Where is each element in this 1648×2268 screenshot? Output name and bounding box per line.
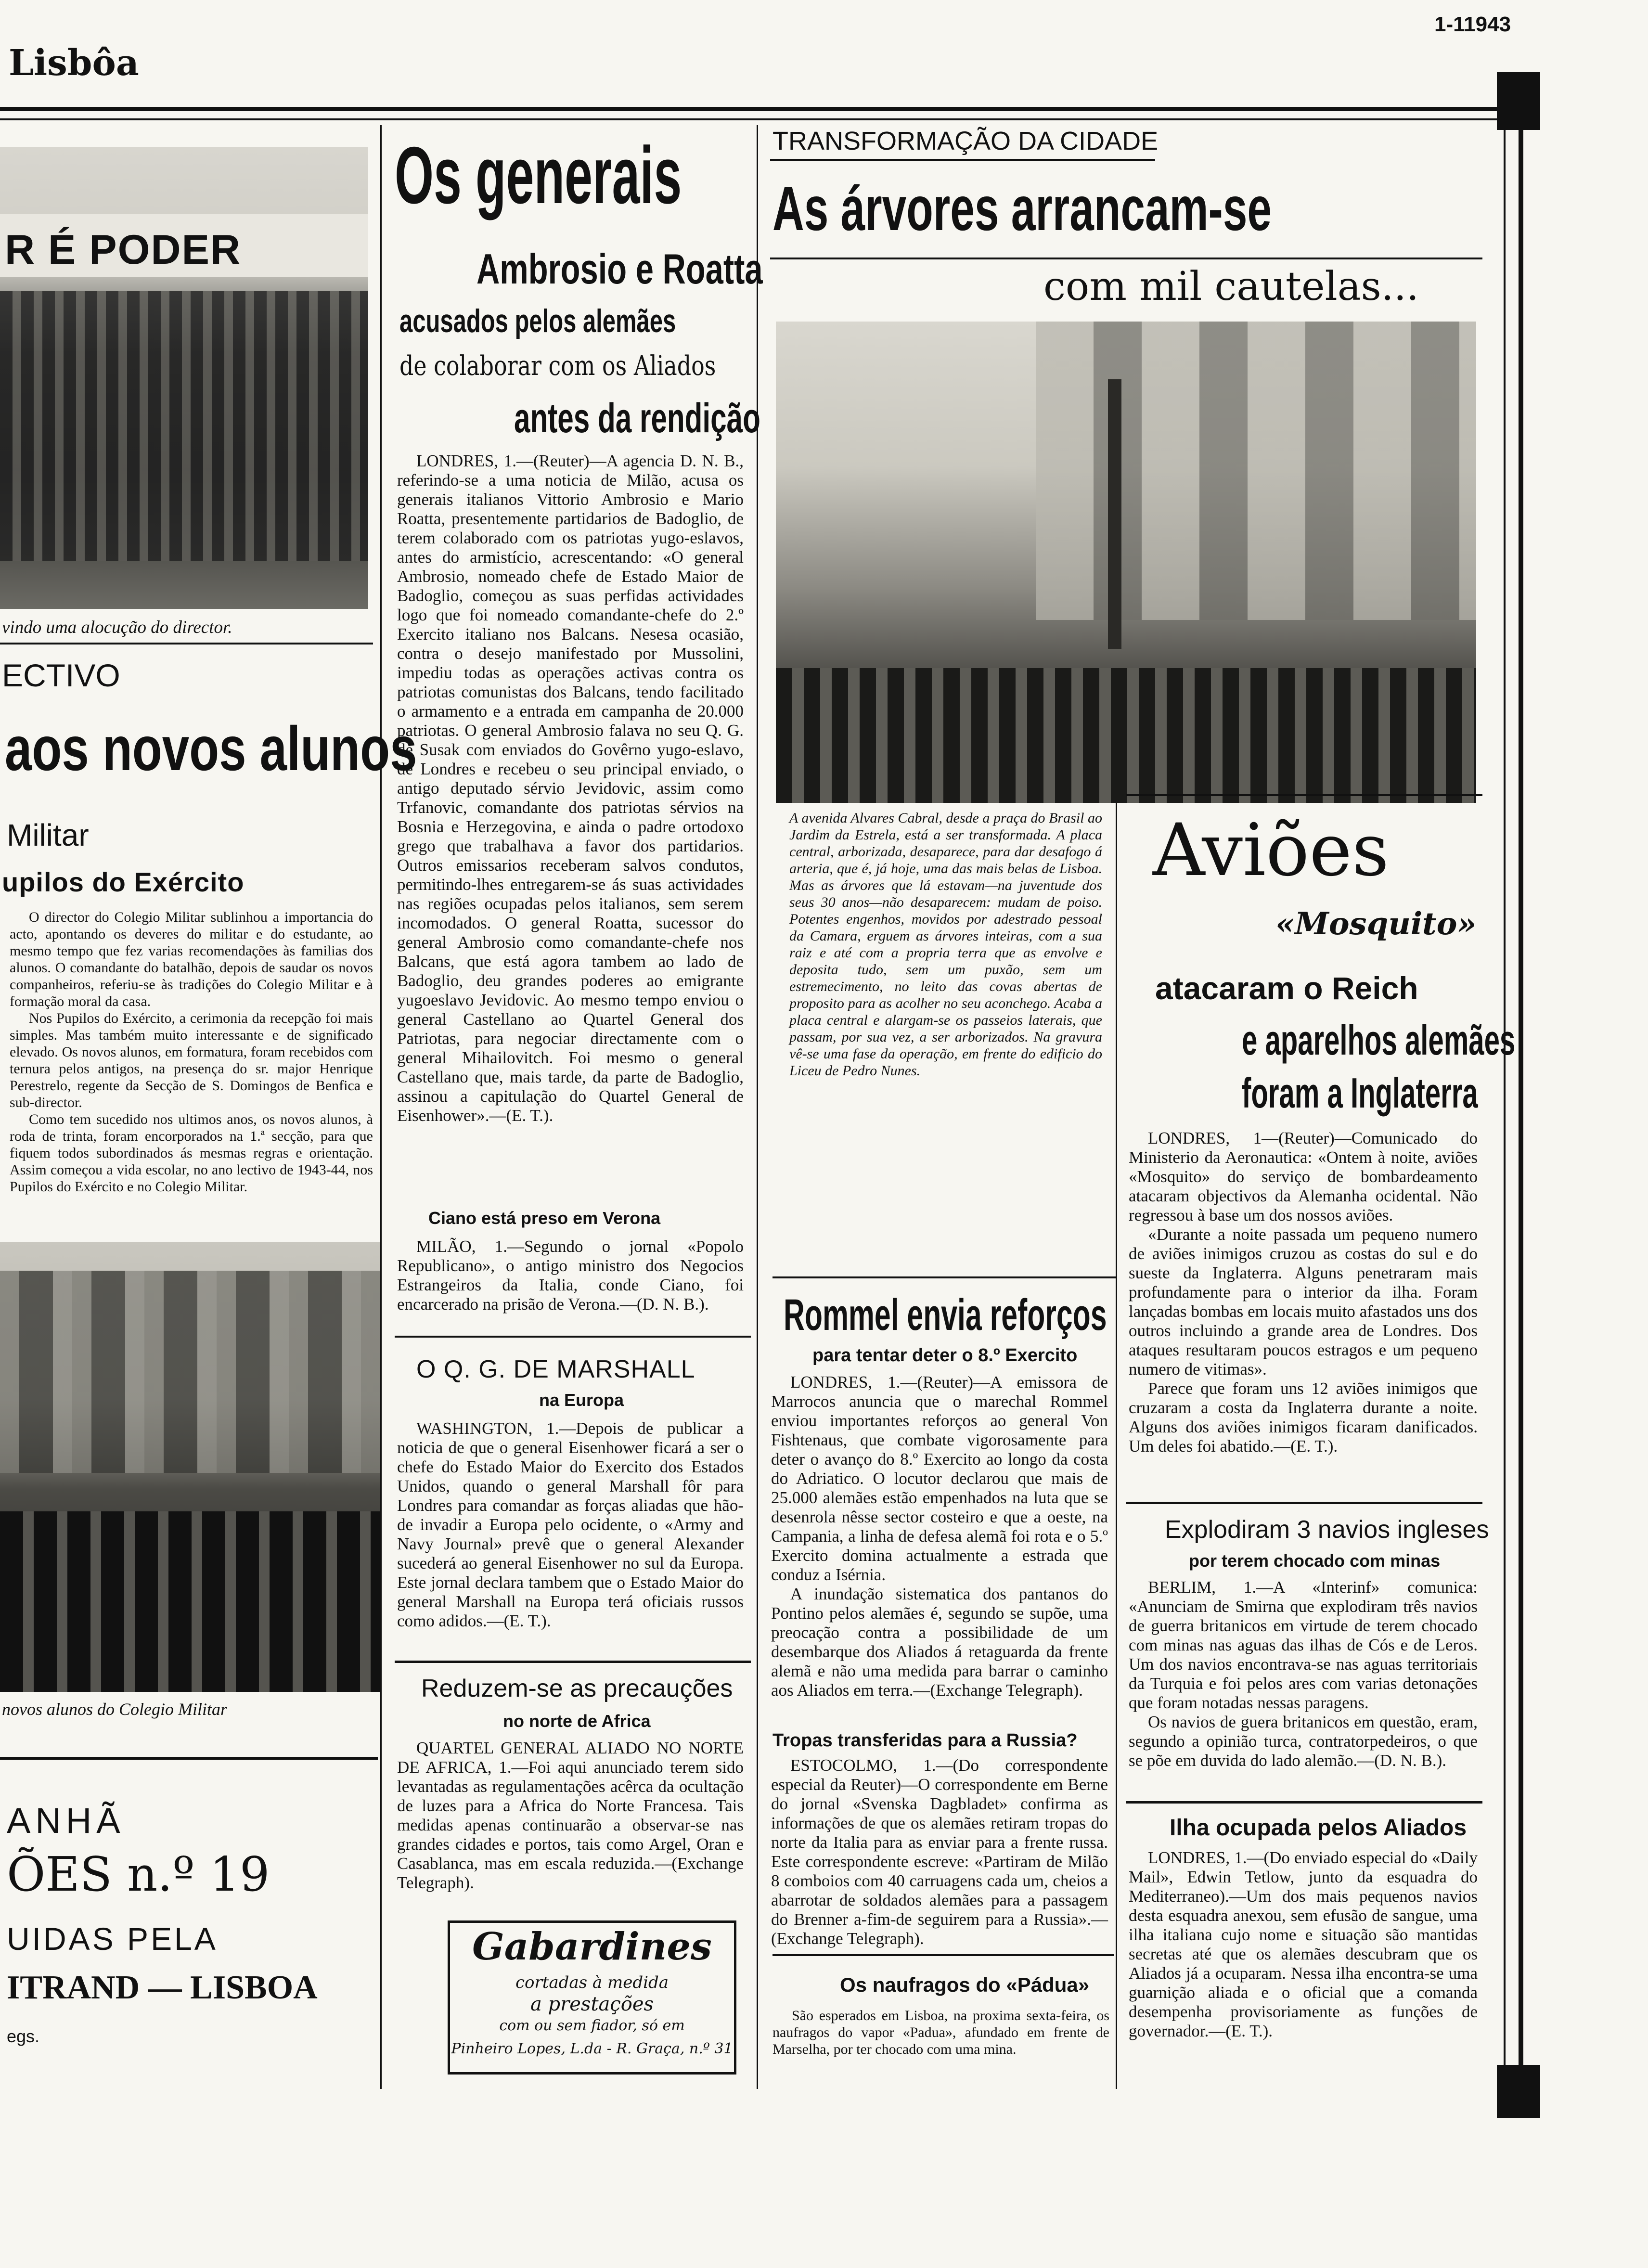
- photo-cadets: [0, 1242, 380, 1692]
- article-body: [772, 2007, 1109, 2058]
- headline-inglaterra: foram a Inglaterra: [1242, 1069, 1478, 1117]
- column-rule: [1116, 794, 1117, 2089]
- subhead-reduzem: Reduzem-se as precauções: [421, 1675, 733, 1702]
- building-facade: [1036, 322, 1476, 620]
- ad-line: com ou sem fiador, só em: [499, 2017, 685, 2034]
- photo-parade: [0, 147, 368, 609]
- paragraph: O director do Colegio Militar sublinhou a importancia do acto, apontando os deveres do militar e do estudante, ao mesmo tempo que fez varias recomendações às familias dos alunos. O comandante do batalhão, depois de saudar os novos companheiros, referiu-se às tradições do Colegio Militar e à formação moral da casa.: [10, 909, 373, 1009]
- ad-address: Pinheiro Lopes, L.da - R. Graça, n.º 31: [451, 2040, 733, 2057]
- box-top-rule: [1126, 794, 1482, 796]
- banner-text: R É PODER: [5, 227, 242, 273]
- promo-line: UIDAS PELA: [7, 1921, 218, 1957]
- paragraph: QUARTEL GENERAL ALIADO NO NORTE DE AFRICA, 1.—Foi aqui anunciado terem sido levantadas as regulamentações acêrca da ocultação de luzes para a Africa do Norte Francesa. Tais medidas apenas continuarão a observar-se nas grandes cidades e portos, tais como Argel, Oran e Casablanca, mas em escala reduzida.—(Exchange Telegraph).: [397, 1739, 744, 1892]
- subhead-navios: Explodiram 3 navios ingleses: [1165, 1516, 1489, 1544]
- subhead-europa: na Europa: [539, 1390, 624, 1410]
- paragraph: Nos Pupilos do Exército, a cerimonia da recepção foi mais simples. Mas também muito interessante e de significado elevado. Os novos alunos, em formatura, foram recebidos com ternura pelos antigos, na presença do sr. major Henrique Perestrelo, regente da Secção de S. Domingos de Benfica e sub-director.: [10, 1010, 373, 1110]
- subhead-ciano: Ciano está preso em Verona: [428, 1208, 661, 1228]
- promo-footnote: egs.: [7, 2026, 40, 2046]
- section-rule: [395, 1661, 751, 1663]
- article-body: [771, 1373, 1108, 1700]
- paragraph: Os navios de guera britanicos em questão, eram, segundo a opinião turca, contratorpedeiros, o que se põe em duvida do lado alemão.—(D. N. B.).: [1129, 1713, 1478, 1770]
- photo-caption: vindo uma alocução do director.: [2, 618, 232, 637]
- article-body: [10, 909, 373, 1195]
- article-body: [1129, 1578, 1478, 1770]
- ad-title: Gabardines: [472, 1925, 712, 1969]
- article-body: [397, 1739, 744, 1893]
- section-rule: [0, 1757, 378, 1760]
- uniformed-ranks: [0, 291, 368, 561]
- caption-text: A avenida Alvares Cabral, desde a praça do Brasil ao Jardim da Estrela, está a ser transformada. A placa central, arborizada, desaparece, para dar desafogo á arteria, que é, já hoje, uma das mais belas de Lisboa. Mas as árvores que lá estavam—na juventude dos seus 30 anos—não desaparecem: mudam de poiso. Potentes engenhos, movidos por adestrado pessoal da Camara, erguem as árvores inteiras, com a sua raiz e até com a propria terra que as envolve e deposita tudo, sem um puxão, sem um estremecimento, no leito das covas abertas de proposito para as acolher no seu aconchego. Acaba a placa central e alargam-se os passeios laterais, que passam, por sua vez, a ser arborizados. Na gravura vê-se uma fase da operação, em frente do edificio do Liceu de Pedro Nunes.: [789, 810, 1102, 1079]
- right-border-inner: [1504, 125, 1506, 2099]
- section-rule: [772, 1954, 1114, 1956]
- paragraph: ESTOCOLMO, 1.—(Do correspondente especial da Reuter)—O correspondente em Berne do jornal «Svenska Dagbladet» confirma as informações de que os alemães retiram tropas do norte da Italia para as enviar para a frente russa. Este correspondente escreve: «Partiram de Milão 8 comboios com 40 carruagens cada um, cheios a abarrotar de soldados alemães para a passagem do Brenner a-fim-de seguirem para a Russia».—(Exchange Telegraph).: [771, 1756, 1108, 1948]
- photo-trees: [776, 322, 1476, 803]
- ad-line: a prestações: [530, 1993, 654, 2015]
- issue-date: 1-11943: [1434, 13, 1511, 36]
- subhead-militar: Militar: [7, 818, 89, 852]
- subhead: com mil cautelas...: [1043, 264, 1419, 309]
- headline: As árvores arrancam-se: [772, 173, 1272, 244]
- headline-collab: de colaborar com os Aliados: [399, 350, 716, 382]
- article-body: [1129, 1129, 1478, 1456]
- arcade-arches: [0, 1271, 380, 1473]
- headline-aparelhos: e aparelhos alemães: [1242, 1016, 1516, 1064]
- binding-tab-top: [1497, 72, 1540, 130]
- kicker-rule: [770, 159, 1155, 161]
- paragraph: LONDRES, 1.—(Reuter)—A emissora de Marrocos anuncia que o marechal Rommel enviou importantes reforços ao general Von Fishtenaus, que combate vigorosamente para deter o avanço do 8.º Exercito ao longo da costa do Adriatico. O locutor declarou que mais de 25.000 alemães estão empenhados na luta que se desenrola nêsse sector costeiro e que a oeste, na Campania, a linha de defesa alemã foi rota e o 5.º Exercito domina actualmente a estrada que conduz a Isérnia.: [771, 1373, 1108, 1584]
- subhead-rommel: para tentar deter o 8.º Exercito: [812, 1345, 1078, 1366]
- article-body: [397, 1419, 744, 1631]
- promo-title: ÕES n.º 19: [7, 1847, 270, 1902]
- binding-tab-bottom: [1497, 2065, 1540, 2118]
- photo-caption: [789, 810, 1102, 1079]
- headline-reich: atacaram o Reich: [1155, 970, 1418, 1006]
- headline-avioes: Aviões: [1153, 809, 1390, 892]
- right-border: [1519, 111, 1523, 2103]
- section-rule: [395, 1336, 751, 1338]
- headline: aos novos alunos: [5, 713, 417, 784]
- paragraph: BERLIM, 1.—A «Interinf» comunica: «Anunciam de Smirna que explodiram três navios de guerra britanicos em virtude de terem chocado com minas nas aguas das ilhas de Cós e de Leros. Um dos navios encontrava-se nas aguas territoriais da Turquia e foi pelos ares com varias detonações que foram notadas nessas paragens.: [1129, 1578, 1478, 1712]
- headline-mosquito: «Mosquito»: [1275, 906, 1477, 942]
- headline-rendition: antes da rendição: [514, 395, 760, 441]
- paragraph: LONDRES, 1—(Reuter)—Comunicado do Ministerio da Aeronautica: «Ontem à noite, aviões «Mosquito» do serviço de bombardeamento atacaram objectivos da Alemanha ocidental. Não regressou à base um dos nossos aviões.: [1129, 1129, 1478, 1224]
- subhead-minas: por terem chocado com minas: [1189, 1551, 1441, 1571]
- caption-box-bottom: [772, 1276, 1117, 1278]
- headline-accused: acusados pelos alemães: [399, 303, 676, 339]
- paragraph: «Durante a noite passada um pequeno numero de aviões inimigos cruzou as costas do sul e do sueste da Inglaterra. Alguns penetraram mais profundamente para o interior da ilha. Foram lançadas bombas em locais muito afastados uns dos outros incluindo a grande area de Londres. Dos ataques resultaram poucos estragos e um pequeno numero de vitimas».: [1129, 1225, 1478, 1379]
- subhead-pupilos: upilos do Exército: [2, 867, 245, 897]
- promo-publisher: ITRAND — LISBOA: [7, 1969, 318, 2006]
- ad-line: cortadas à medida: [515, 1973, 669, 1992]
- header-rule-thin: [0, 118, 1499, 120]
- paragraph: LONDRES, 1.—(Do enviado especial do «Daily Mail», Edwin Tetlow, junto da esquadra do Mediterraneo).—Um dos mais pequenos navios desta esquadra anexou, sem efusão de sangue, uma ilha italiana cujo nome e situação são mantidas secretas até que os alemães descubram que os Aliados já a ocuparam. Nessa ilha encontra-se uma guarnição aliada e o oficial que a comanda desempenha provisoriamente as funções de governador.—(E. T.).: [1129, 1848, 1478, 2040]
- section-rule: [1126, 1502, 1482, 1504]
- article-body: [397, 1237, 744, 1314]
- headline-names: Ambrosio e Roatta: [476, 245, 763, 293]
- headline-rommel: Rommel envia reforços: [784, 1290, 1107, 1340]
- paragraph: Parece que foram uns 12 aviões inimigos que cruzaram a costa da Inglaterra durante a noite. Alguns dos aviões inimigos ficaram danificados. Um deles foi abatido.—(E. T.).: [1129, 1379, 1478, 1456]
- paragraph: Como tem sucedido nos ultimos anos, os novos alunos, à roda de trinta, foram encorporados na 1.ª secção, para que fiquem todos subordinados ás mesmas regras e orientação. Assim começou a vida escolar, no ano lectivo de 1943-44, nos Pupilos do Exército e no Colegio Militar.: [10, 1111, 373, 1195]
- article-body: [397, 451, 744, 1125]
- kicker: ECTIVO: [2, 657, 120, 693]
- subhead-marshall: O Q. G. DE MARSHALL: [416, 1355, 695, 1383]
- tree-trunk: [1108, 379, 1121, 649]
- subhead-africa: no norte de Africa: [503, 1711, 651, 1731]
- section-rule: [1126, 1801, 1482, 1804]
- headline-rule: [770, 258, 1482, 259]
- kicker: TRANSFORMAÇÃO DA CIDADE: [772, 127, 1159, 155]
- caption-rule: [0, 643, 373, 644]
- column-rule: [380, 125, 382, 2089]
- advertisement: [448, 1920, 736, 2075]
- article-body: [771, 1756, 1108, 1948]
- subhead-tropas: Tropas transferidas para a Russia?: [772, 1730, 1078, 1751]
- subhead-ilha: Ilha ocupada pelos Aliados: [1170, 1815, 1467, 1841]
- header-rule: [0, 107, 1499, 111]
- headline: Os generais: [395, 130, 682, 220]
- promo-line: ANHÃ: [7, 1801, 125, 1841]
- paragraph: WASHINGTON, 1.—Depois de publicar a noticia de que o general Eisenhower ficará a ser o chefe do Estado Maior do Exercito dos Estados Unidos, quando o general Marshall fôr para Londres para comandar as forças aliadas que hão-de invadir a Europa pelo ocidente, o «Army and Navy Journal» prevê que o general Alexander sucederá ao general Eisenhower no sul da Europa. Este jornal declara tambem que o Estado Maior do general Marshall na Europa terá oficiais russos como adidos.—(E. T.).: [397, 1419, 744, 1630]
- paragraph: A inundação sistematica dos pantanos do Pontino pelos alemães é, segundo se supõe, uma preocação contra a possibilidade de um desembarque dos Aliados á retaguarda da frente alemã e não uma medida para barrar o caminho aos Aliados em terra.—(Exchange Telegraph).: [771, 1585, 1108, 1700]
- masthead: Lisbôa: [9, 42, 139, 84]
- paragraph: São esperados em Lisboa, na proxima sexta-feira, os naufragos do vapor «Padua», afundado em frente de Marselha, por ter chocado com uma mina.: [772, 2008, 1109, 2057]
- subhead-padua: Os naufragos do «Pádua»: [840, 1973, 1090, 1996]
- photo-caption: novos alunos do Colegio Militar: [2, 1700, 227, 1719]
- crowd: [776, 668, 1476, 803]
- paragraph: MILÃO, 1.—Segundo o jornal «Popolo Republicano», o antigo ministro dos Negocios Estrangeiros da Italia, conde Ciano, foi encarcerado na prisão de Verona.—(D. N. B.).: [397, 1237, 744, 1314]
- paragraph: LONDRES, 1.—(Reuter)—A agencia D. N. B., referindo-se a uma noticia de Milão, acusa os generais italianos Vittorio Ambrosio e Mario Roatta, presentemente partidarios de Badoglio, de terem colaborado com os patriotas yugo-eslavos, antes do armistício, acrescentando: «O general Ambrosio, nomeado chefe de Estado Maior de Badoglio, começou as suas perfidas actividades logo que foi nomeado comandante-chefe do 2.º Exercito italiano nos Balcans. Nesesa ocasião, contra o desejo manifestado por Mussolini, impediu todas as operações activas contra os patriotas comunistas dos Balcans, tendo facilitado o armamento e a entrada em campanha de 20.000 patriotas. O general Ambrosio falava no seu Q. G. de Susak com enviados do Govêrno yugo-eslavo, de Londres e recebeu o seu principal enviado, o antigo deputado sérvio Jevidovic, assim como Trfanovic, comandante dos patriotas sérvios na Bosnia e Herzegovina, e ainda o padre ortodoxo grego que trabalhava a favor dos partidarios. Outros emissarios receberam salvos condutos, permitindo-lhes entregarem-se ás suas actividades nas regiões ocupadas pelos italianos, sem serem incomodados. O general Roatta, sucessor do general Ambrosio como comandante-chefe nos Balcans, que está agora tambem ao lado de Badoglio, deu grandes poderes ao emigrante yugoeslavo Jevidovic. Ao mesmo tempo enviou o general Castellano ao Quartel General dos Patriotas, para negociar directamente com o general Mihailovitch. Foi mesmo o general Castellano que, mais tarde, da parte de Badoglio, assinou a capitulação do Quartel General de Eisenhower».—(E. T.).: [397, 451, 744, 1125]
- cadet-figures: [0, 1511, 380, 1692]
- article-body: [1129, 1848, 1478, 2041]
